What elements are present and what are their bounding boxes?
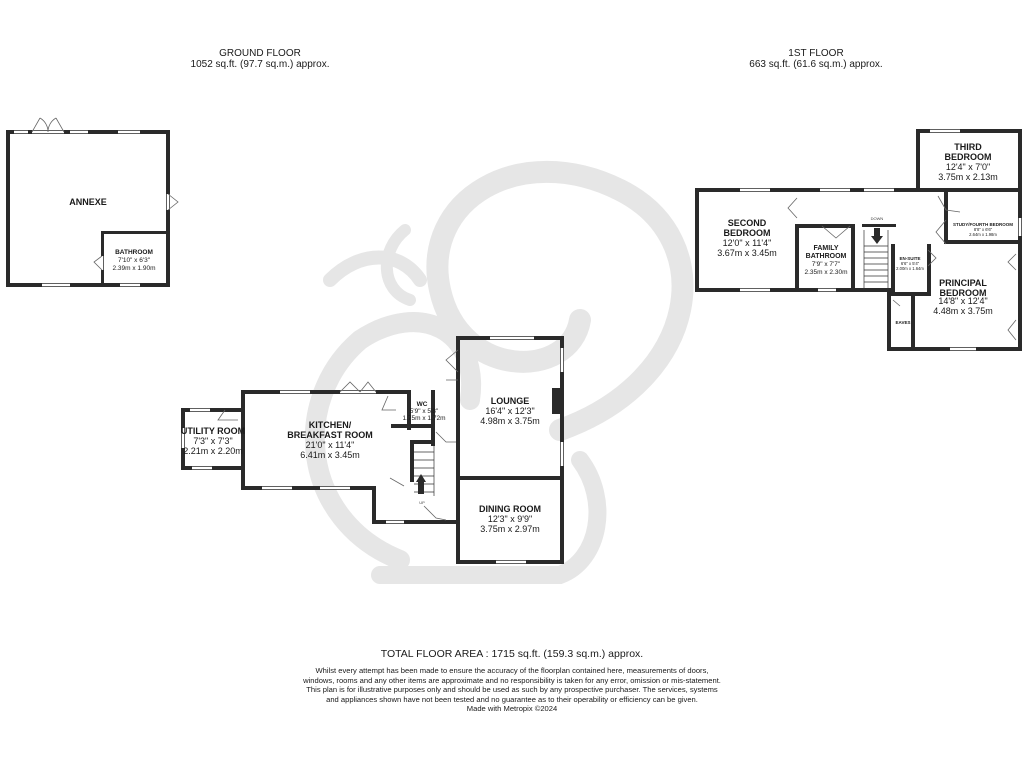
utility-imperial: 7'3" x 7'3": [193, 436, 233, 446]
principal-bedroom-label-line1: PRINCIPAL: [939, 278, 987, 288]
second-bedroom-metric: 3.67m x 3.45m: [717, 248, 777, 258]
third-bedroom-imperial: 12'4" x 7'0": [945, 162, 991, 172]
wc-metric: 1.75m x 1.72m: [402, 415, 446, 422]
family-bathroom-label-line1: FAMILY: [813, 245, 839, 252]
utility-label: UTILITY ROOM: [180, 426, 246, 436]
annexe-label: ANNEXE: [69, 197, 107, 207]
disclaimer-text: Whilst every attempt has been made to ensure the accuracy of the floorplan contained here, measurements of doors, windows, rooms and any other items are approximate and no responsibility is taken for any error, omission or mis-statement. This plan is for illustrative purposes only and should be used as such by any prospective purchaser. The services, systems and appliances shown have not been tested and no guarantee as to their operability or efficiency can be given.: [303, 666, 721, 704]
study-label: STUDY/FOURTH BEDROOM: [953, 222, 1013, 227]
lounge-imperial: 16'4" x 12'3": [485, 406, 535, 416]
first-floor-area: 663 sq.ft. (61.6 sq.m.) approx.: [749, 59, 883, 70]
family-bathroom-metric: 2.35m x 2.30m: [804, 269, 848, 276]
annexe-bathroom-metric: 2.39m x 1.90m: [112, 265, 156, 272]
third-bedroom-label-line2: BEDROOM: [944, 152, 992, 162]
total-floor-area: TOTAL FLOOR AREA : 1715 sq.ft. (159.3 sq.m.) approx.: [380, 648, 644, 660]
second-bedroom-label-line1: SECOND: [727, 218, 767, 228]
dining-metric: 3.75m x 2.97m: [480, 524, 540, 534]
kitchen-label-line1: KITCHEN/: [308, 420, 352, 430]
dining-imperial: 12'3" x 9'9": [487, 514, 533, 524]
annexe-bathroom-imperial: 7'10" x 6'3": [117, 257, 151, 264]
kitchen-label-line2: BREAKFAST ROOM: [287, 430, 373, 440]
kitchen-imperial: 21'0" x 11'4": [305, 440, 355, 450]
first-stair-label: DOWN: [870, 216, 884, 221]
dining-label: DINING ROOM: [479, 504, 541, 514]
lounge-label: LOUNGE: [490, 396, 530, 406]
second-bedroom-label-line2: BEDROOM: [723, 228, 771, 238]
first-floor-title: 1ST FLOOR: [788, 48, 844, 59]
third-bedroom-metric: 3.75m x 2.13m: [938, 172, 998, 182]
annexe-bathroom-label: BATHROOM: [115, 249, 153, 256]
ground-floor-area: 1052 sq.ft. (97.7 sq.m.) approx.: [190, 59, 330, 70]
study-metric: 2.64m x 1.98m: [969, 232, 997, 237]
kitchen-metric: 6.41m x 3.45m: [300, 450, 360, 460]
principal-bedroom-imperial: 14'8" x 12'4": [938, 296, 988, 306]
principal-bedroom-label-line2: BEDROOM: [939, 288, 987, 298]
study-imperial: 8'8" x 6'6": [973, 227, 993, 232]
family-bathroom-imperial: 7'9" x 7'7": [811, 261, 841, 268]
principal-bedroom-metric: 4.48m x 3.75m: [933, 306, 993, 316]
lounge-metric: 4.98m x 3.75m: [480, 416, 540, 426]
wc-label: WC: [416, 401, 428, 408]
wc-imperial: 5'9" x 5'8": [409, 408, 439, 415]
family-bathroom-label-line2: BATHROOM: [805, 253, 847, 260]
made-with-credit: Made with Metropix ©2024: [466, 704, 558, 714]
plan-footer: [300, 648, 724, 714]
ground-stair-label: UP: [419, 500, 425, 505]
ensuite-label: EN-SUITE: [899, 256, 921, 261]
ground-floor-title: GROUND FLOOR: [219, 48, 301, 59]
eaves-label: EAVES: [895, 320, 911, 325]
ensuite-imperial: 6'6" x 5'4": [900, 261, 920, 266]
second-bedroom-imperial: 12'0" x 11'4": [722, 238, 772, 248]
ensuite-metric: 2.00m x 1.64m: [896, 266, 924, 271]
utility-metric: 2.21m x 2.20m: [183, 446, 243, 456]
third-bedroom-label-line1: THIRD: [954, 142, 982, 152]
